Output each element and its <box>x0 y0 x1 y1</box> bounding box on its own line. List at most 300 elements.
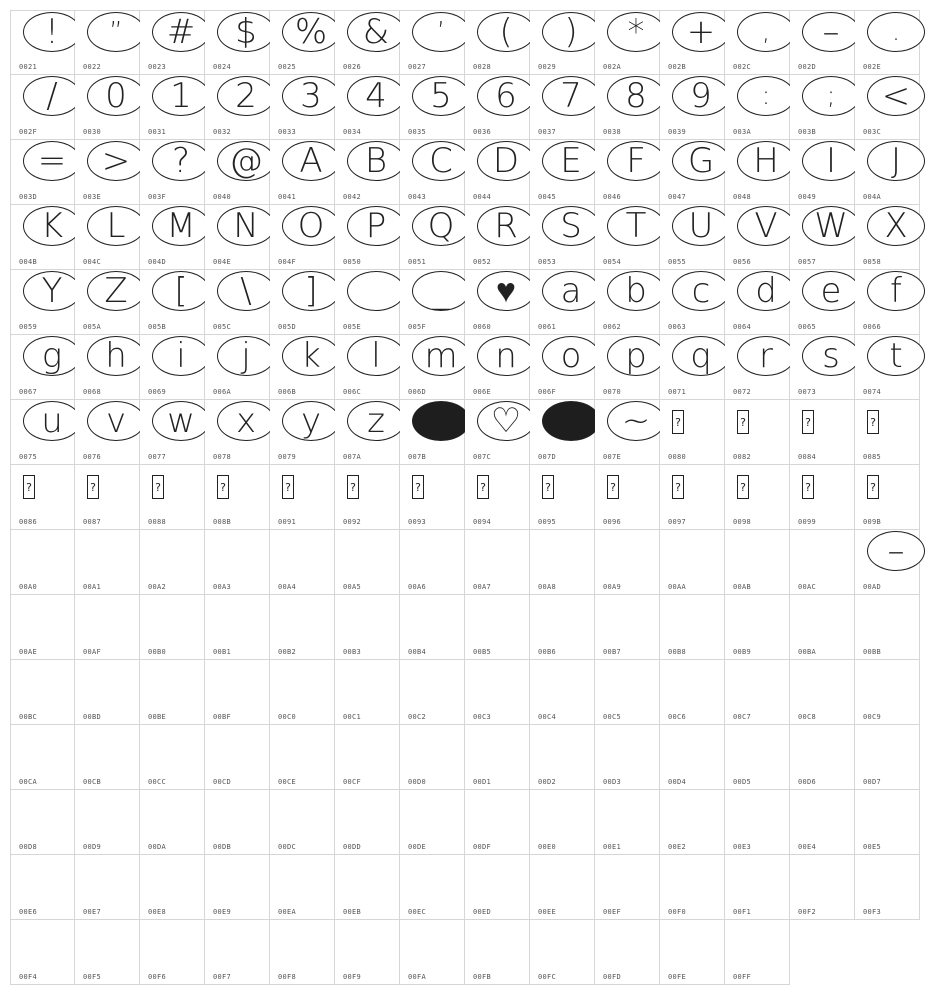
codepoint-label: 0096 <box>603 518 622 526</box>
glyph-cell <box>855 335 920 400</box>
glyph-sample: q <box>672 336 730 376</box>
glyph-sample: n <box>477 336 535 376</box>
glyph-cell <box>75 855 140 920</box>
glyph-cell <box>400 400 465 465</box>
glyph-cell <box>335 920 400 985</box>
glyph-sample: L <box>87 206 145 246</box>
codepoint-label: 00A6 <box>408 583 427 591</box>
missing-glyph-box: ? <box>672 475 684 499</box>
glyph-cell <box>465 465 530 530</box>
glyph-cell <box>270 855 335 920</box>
glyph-cell <box>10 465 75 530</box>
codepoint-label: 00FF <box>733 973 752 981</box>
codepoint-label: 00A3 <box>213 583 232 591</box>
glyph-cell <box>855 10 920 75</box>
glyph-cell <box>595 140 660 205</box>
codepoint-label: 00DD <box>343 843 362 851</box>
codepoint-label: 004F <box>278 258 297 266</box>
glyph-cell <box>400 595 465 660</box>
glyph-sample: P <box>347 206 405 246</box>
codepoint-label: 00C7 <box>733 713 752 721</box>
codepoint-label: 00A5 <box>343 583 362 591</box>
codepoint-label: 00FA <box>408 973 427 981</box>
codepoint-label: 00B9 <box>733 648 752 656</box>
codepoint-label: 00D0 <box>408 778 427 786</box>
missing-glyph-box: ? <box>737 475 749 499</box>
glyph-cell <box>790 595 855 660</box>
glyph-cell <box>595 855 660 920</box>
glyph-cell <box>75 790 140 855</box>
glyph-sample: p <box>607 336 665 376</box>
codepoint-label: 005B <box>148 323 167 331</box>
missing-glyph-box: ? <box>802 475 814 499</box>
codepoint-label: 003A <box>733 128 752 136</box>
glyph-cell <box>140 140 205 205</box>
codepoint-label: 00B6 <box>538 648 557 656</box>
glyph-cell <box>140 205 205 270</box>
glyph-sample: u <box>23 401 81 441</box>
glyph-cell <box>660 335 725 400</box>
codepoint-label: 00AF <box>83 648 102 656</box>
glyph-cell <box>75 335 140 400</box>
glyph-cell <box>400 465 465 530</box>
glyph-cell <box>660 920 725 985</box>
glyph-cell <box>725 205 790 270</box>
codepoint-label: 0098 <box>733 518 752 526</box>
glyph-sample: x <box>217 401 275 441</box>
glyph-sample: g <box>23 336 81 376</box>
glyph-cell <box>205 725 270 790</box>
codepoint-label: 00CC <box>148 778 167 786</box>
glyph-sample: & <box>347 12 405 52</box>
codepoint-label: 0071 <box>668 388 687 396</box>
glyph-cell <box>725 920 790 985</box>
codepoint-label: 0036 <box>473 128 492 136</box>
codepoint-label: 0024 <box>213 63 232 71</box>
codepoint-label: 0049 <box>798 193 817 201</box>
codepoint-label: 0022 <box>83 63 102 71</box>
codepoint-label: 00DE <box>408 843 427 851</box>
codepoint-label: 0052 <box>473 258 492 266</box>
codepoint-label: 002C <box>733 63 752 71</box>
glyph-sample: w <box>152 401 210 441</box>
codepoint-label: 00AD <box>863 583 882 591</box>
glyph-cell <box>270 530 335 595</box>
glyph-cell <box>660 10 725 75</box>
codepoint-label: 0035 <box>408 128 427 136</box>
glyph-sample: + <box>672 12 730 52</box>
glyph-cell <box>400 335 465 400</box>
codepoint-label: 0099 <box>798 518 817 526</box>
codepoint-label: 0064 <box>733 323 752 331</box>
glyph-sample: ! <box>23 12 81 52</box>
codepoint-label: 00BB <box>863 648 882 656</box>
glyph-cell <box>270 75 335 140</box>
glyph-sample: % <box>282 12 340 52</box>
glyph-cell <box>725 790 790 855</box>
codepoint-label: 00E9 <box>213 908 232 916</box>
glyph-cell <box>790 10 855 75</box>
codepoint-label: 00D8 <box>19 843 38 851</box>
codepoint-label: 00C5 <box>603 713 622 721</box>
glyph-cell <box>205 140 270 205</box>
codepoint-label: 0044 <box>473 193 492 201</box>
glyph-cell <box>270 595 335 660</box>
glyph-cell <box>725 595 790 660</box>
missing-glyph-box: ? <box>542 475 554 499</box>
glyph-cell <box>205 790 270 855</box>
codepoint-label: 002F <box>19 128 38 136</box>
glyph-cell <box>270 920 335 985</box>
codepoint-label: 00B7 <box>603 648 622 656</box>
glyph-sample: s <box>802 336 860 376</box>
codepoint-label: 0092 <box>343 518 362 526</box>
codepoint-label: 0028 <box>473 63 492 71</box>
glyph-sample: K <box>23 206 81 246</box>
codepoint-label: 00D2 <box>538 778 557 786</box>
missing-glyph-box: ? <box>282 475 294 499</box>
glyph-cell <box>855 595 920 660</box>
codepoint-label: 00F7 <box>213 973 232 981</box>
glyph-cell <box>530 140 595 205</box>
glyph-cell <box>400 205 465 270</box>
glyph-sample: m <box>412 336 470 376</box>
codepoint-label: 00FC <box>538 973 557 981</box>
codepoint-label: 0095 <box>538 518 557 526</box>
glyph-cell <box>10 75 75 140</box>
codepoint-label: 006A <box>213 388 232 396</box>
glyph-sample <box>542 401 600 441</box>
glyph-cell <box>530 920 595 985</box>
codepoint-label: 006F <box>538 388 557 396</box>
glyph-sample: f <box>867 271 925 311</box>
codepoint-label: 00A1 <box>83 583 102 591</box>
glyph-sample: E <box>542 141 600 181</box>
missing-glyph-box: ? <box>867 410 879 434</box>
glyph-cell <box>660 855 725 920</box>
codepoint-label: 0093 <box>408 518 427 526</box>
glyph-sample: y <box>282 401 340 441</box>
glyph-cell <box>595 75 660 140</box>
glyph-cell <box>660 400 725 465</box>
glyph-sample <box>347 271 405 311</box>
glyph-sample: 3 <box>282 76 340 116</box>
glyph-cell <box>790 140 855 205</box>
glyph-cell <box>465 595 530 660</box>
glyph-cell <box>660 660 725 725</box>
glyph-cell <box>205 530 270 595</box>
codepoint-label: 0029 <box>538 63 557 71</box>
glyph-sample: 7 <box>542 76 600 116</box>
codepoint-label: 00DF <box>473 843 492 851</box>
glyph-cell <box>75 465 140 530</box>
glyph-grid <box>10 10 920 985</box>
glyph-sample: j <box>217 336 275 376</box>
codepoint-label: 007A <box>343 453 362 461</box>
codepoint-label: 00FB <box>473 973 492 981</box>
codepoint-label: 00AC <box>798 583 817 591</box>
codepoint-label: 0080 <box>668 453 687 461</box>
glyph-cell <box>335 140 400 205</box>
glyph-cell <box>595 400 660 465</box>
codepoint-label: 004E <box>213 258 232 266</box>
glyph-cell <box>465 205 530 270</box>
glyph-cell <box>400 140 465 205</box>
glyph-sample: e <box>802 271 860 311</box>
codepoint-label: 0048 <box>733 193 752 201</box>
codepoint-label: 0062 <box>603 323 622 331</box>
codepoint-label: 0041 <box>278 193 297 201</box>
glyph-cell <box>725 465 790 530</box>
glyph-cell <box>465 920 530 985</box>
glyph-sample: $ <box>217 12 275 52</box>
glyph-cell <box>530 270 595 335</box>
codepoint-label: 00BF <box>213 713 232 721</box>
codepoint-label: 002B <box>668 63 687 71</box>
glyph-sample: r <box>737 336 795 376</box>
codepoint-label: 009B <box>863 518 882 526</box>
codepoint-label: 0069 <box>148 388 167 396</box>
glyph-sample: # <box>152 12 210 52</box>
codepoint-label: 00EE <box>538 908 557 916</box>
codepoint-label: 0032 <box>213 128 232 136</box>
codepoint-label: 002E <box>863 63 882 71</box>
glyph-sample: , <box>737 12 795 52</box>
glyph-cell <box>530 335 595 400</box>
glyph-sample: R <box>477 206 535 246</box>
glyph-cell <box>530 595 595 660</box>
codepoint-label: 00AA <box>668 583 687 591</box>
codepoint-label: 00CF <box>343 778 362 786</box>
glyph-cell <box>790 855 855 920</box>
codepoint-label: 00D4 <box>668 778 687 786</box>
glyph-cell <box>75 725 140 790</box>
codepoint-label: 0074 <box>863 388 882 396</box>
missing-glyph-box: ? <box>217 475 229 499</box>
glyph-cell <box>10 140 75 205</box>
glyph-cell <box>140 400 205 465</box>
codepoint-label: 0042 <box>343 193 362 201</box>
glyph-sample: Z <box>87 271 145 311</box>
glyph-cell <box>790 270 855 335</box>
codepoint-label: 00EA <box>278 908 297 916</box>
glyph-cell <box>660 205 725 270</box>
codepoint-label: 0030 <box>83 128 102 136</box>
glyph-cell <box>855 270 920 335</box>
glyph-cell <box>75 205 140 270</box>
glyph-cell <box>205 75 270 140</box>
glyph-sample: J <box>867 141 925 181</box>
glyph-cell <box>530 790 595 855</box>
glyph-cell <box>75 270 140 335</box>
glyph-sample: D <box>477 141 535 181</box>
glyph-cell <box>335 855 400 920</box>
codepoint-label: 00B1 <box>213 648 232 656</box>
codepoint-label: 0059 <box>19 323 38 331</box>
codepoint-label: 0068 <box>83 388 102 396</box>
glyph-cell <box>855 140 920 205</box>
glyph-sample: > <box>87 141 145 181</box>
codepoint-label: 00D5 <box>733 778 752 786</box>
codepoint-label: 0088 <box>148 518 167 526</box>
glyph-sample: 2 <box>217 76 275 116</box>
glyph-sample: ” <box>87 12 145 52</box>
glyph-cell <box>595 335 660 400</box>
glyph-sample: M <box>152 206 210 246</box>
codepoint-label: 008B <box>213 518 232 526</box>
glyph-cell <box>205 660 270 725</box>
codepoint-label: 00E7 <box>83 908 102 916</box>
missing-glyph-box: ? <box>87 475 99 499</box>
glyph-cell <box>75 75 140 140</box>
glyph-cell <box>10 270 75 335</box>
codepoint-label: 0034 <box>343 128 362 136</box>
glyph-cell <box>725 530 790 595</box>
codepoint-label: 003F <box>148 193 167 201</box>
codepoint-label: 00ED <box>473 908 492 916</box>
glyph-cell <box>660 465 725 530</box>
glyph-sample: o <box>542 336 600 376</box>
glyph-sample: < <box>867 76 925 116</box>
glyph-cell <box>530 75 595 140</box>
glyph-sample: c <box>672 271 730 311</box>
codepoint-label: 007B <box>408 453 427 461</box>
missing-glyph-box: ? <box>607 475 619 499</box>
codepoint-label: 00E0 <box>538 843 557 851</box>
glyph-cell <box>270 660 335 725</box>
codepoint-label: 0047 <box>668 193 687 201</box>
glyph-cell <box>530 465 595 530</box>
glyph-cell <box>10 400 75 465</box>
codepoint-label: 00BC <box>19 713 38 721</box>
glyph-sample: l <box>347 336 405 376</box>
glyph-cell <box>725 270 790 335</box>
glyph-cell <box>10 335 75 400</box>
glyph-cell <box>400 660 465 725</box>
codepoint-label: 00C8 <box>798 713 817 721</box>
codepoint-label: 006B <box>278 388 297 396</box>
glyph-sample: / <box>23 76 81 116</box>
codepoint-label: 0076 <box>83 453 102 461</box>
codepoint-label: 00C2 <box>408 713 427 721</box>
glyph-cell <box>205 920 270 985</box>
glyph-cell <box>465 335 530 400</box>
glyph-cell <box>205 595 270 660</box>
glyph-cell <box>10 920 75 985</box>
glyph-cell <box>270 465 335 530</box>
glyph-sample: b <box>607 271 665 311</box>
glyph-cell <box>335 465 400 530</box>
codepoint-label: 0066 <box>863 323 882 331</box>
glyph-cell <box>465 725 530 790</box>
glyph-sample: S <box>542 206 600 246</box>
glyph-sample: z <box>347 401 405 441</box>
codepoint-label: 00D9 <box>83 843 102 851</box>
glyph-cell <box>725 400 790 465</box>
codepoint-label: 00E8 <box>148 908 167 916</box>
codepoint-label: 0050 <box>343 258 362 266</box>
glyph-sample: * <box>607 12 665 52</box>
glyph-sample: C <box>412 141 470 181</box>
codepoint-label: 0085 <box>863 453 882 461</box>
glyph-cell <box>790 205 855 270</box>
glyph-cell <box>465 75 530 140</box>
codepoint-label: 0063 <box>668 323 687 331</box>
glyph-cell <box>400 920 465 985</box>
codepoint-label: 00A4 <box>278 583 297 591</box>
codepoint-label: 0023 <box>148 63 167 71</box>
codepoint-label: 00A8 <box>538 583 557 591</box>
glyph-cell <box>270 400 335 465</box>
codepoint-label: 005C <box>213 323 232 331</box>
glyph-cell <box>205 335 270 400</box>
glyph-cell <box>725 335 790 400</box>
codepoint-label: 0021 <box>19 63 38 71</box>
codepoint-label: 0079 <box>278 453 297 461</box>
glyph-sample: F <box>607 141 665 181</box>
glyph-sample: ? <box>152 141 210 181</box>
glyph-cell <box>855 660 920 725</box>
codepoint-label: 00B3 <box>343 648 362 656</box>
codepoint-label: 00B8 <box>668 648 687 656</box>
missing-glyph-box: ? <box>867 475 879 499</box>
glyph-cell <box>595 205 660 270</box>
glyph-sample: v <box>87 401 145 441</box>
glyph-cell <box>140 595 205 660</box>
glyph-cell <box>205 855 270 920</box>
glyph-sample: 4 <box>347 76 405 116</box>
glyph-cell <box>790 530 855 595</box>
codepoint-label: 00E1 <box>603 843 622 851</box>
glyph-sample: i <box>152 336 210 376</box>
glyph-cell <box>205 205 270 270</box>
glyph-sample: X <box>867 206 925 246</box>
glyph-cell <box>725 75 790 140</box>
codepoint-label: 00C1 <box>343 713 362 721</box>
codepoint-label: 0038 <box>603 128 622 136</box>
glyph-cell <box>790 660 855 725</box>
glyph-cell <box>465 400 530 465</box>
codepoint-label: 0057 <box>798 258 817 266</box>
codepoint-label: 00C6 <box>668 713 687 721</box>
codepoint-label: 0091 <box>278 518 297 526</box>
glyph-cell <box>660 725 725 790</box>
glyph-cell <box>595 725 660 790</box>
glyph-sample: Y <box>23 271 81 311</box>
codepoint-label: 006E <box>473 388 492 396</box>
glyph-cell <box>140 270 205 335</box>
codepoint-label: 00EC <box>408 908 427 916</box>
glyph-cell <box>270 335 335 400</box>
codepoint-label: 007E <box>603 453 622 461</box>
codepoint-label: 00E4 <box>798 843 817 851</box>
glyph-sample: I <box>802 141 860 181</box>
codepoint-label: 0065 <box>798 323 817 331</box>
codepoint-label: 00D1 <box>473 778 492 786</box>
codepoint-label: 0031 <box>148 128 167 136</box>
codepoint-label: 0094 <box>473 518 492 526</box>
glyph-cell <box>75 920 140 985</box>
glyph-sample: [ <box>152 271 210 311</box>
codepoint-label: 0056 <box>733 258 752 266</box>
glyph-sample: Q <box>412 206 470 246</box>
glyph-sample: H <box>737 141 795 181</box>
glyph-cell <box>465 790 530 855</box>
glyph-sample: . <box>867 12 925 52</box>
glyph-cell <box>790 400 855 465</box>
codepoint-label: 0033 <box>278 128 297 136</box>
codepoint-label: 00FD <box>603 973 622 981</box>
